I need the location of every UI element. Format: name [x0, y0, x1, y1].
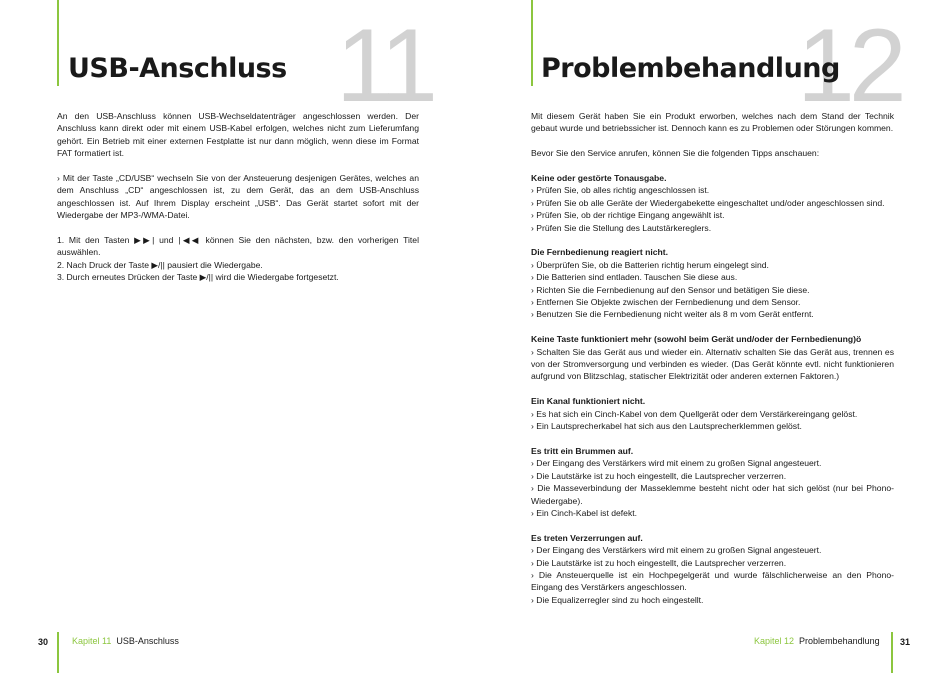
trouble-heading-5: Es tritt ein Brummen auf.: [531, 445, 634, 456]
right-chapter-number: 12: [797, 8, 901, 124]
right-footer-chapter-label: Kapitel 12: [754, 636, 795, 646]
left-accent-line-top: [57, 0, 59, 86]
trouble-section-2: [531, 246, 894, 320]
left-page-number: 30: [38, 637, 49, 647]
left-step-1: 1. Mit den Tasten ▶▶| und |◀◀ können Sie den nächsten, bzw. den vorherigen Titel auswählen.: [57, 235, 419, 258]
left-chapter-number: 11: [336, 8, 432, 124]
right-accent-line-top: [531, 0, 533, 86]
left-page-title: USB-Anschluss: [68, 53, 287, 84]
left-step-2: 2. Nach Druck der Taste ▶/|| pausiert die Wiedergabe.: [57, 259, 263, 270]
trouble-heading-1: Keine oder gestörte Tonausgabe.: [531, 173, 667, 183]
right-footer-chapter-title: Problembehandlung: [799, 636, 880, 646]
trouble-heading-2: Die Fernbedienung reagiert nicht.: [531, 247, 669, 258]
trouble-item: › Ein Cinch-Kabel ist defekt.: [531, 507, 638, 518]
left-footer-chapter: [72, 636, 179, 646]
trouble-item: › Überprüfen Sie, ob die Batterien richtig herum eingelegt sind.: [531, 259, 769, 270]
right-tips-intro: Bevor Sie den Service anrufen, können Sie die folgenden Tipps anschauen:: [531, 148, 820, 159]
trouble-item: › Die Lautstärke ist zu hoch eingestellt, die Lautsprecher verzerren.: [531, 470, 787, 481]
left-footer-chapter-label: Kapitel 11: [72, 636, 112, 646]
trouble-item: › Prüfen Sie, ob der richtige Eingang angewählt ist.: [531, 210, 725, 221]
trouble-section-1: [531, 172, 894, 234]
trouble-section-3: [531, 333, 894, 383]
left-body: [57, 110, 419, 284]
right-footer-chapter: [754, 636, 880, 646]
trouble-item: › Die Lautstärke ist zu hoch eingestellt, die Lautsprecher verzerren.: [531, 557, 787, 568]
left-accent-line-bottom: [57, 632, 59, 673]
trouble-section-6: [531, 532, 894, 606]
trouble-heading-4: Ein Kanal funktioniert nicht.: [531, 396, 646, 407]
trouble-item: › Benutzen Sie die Fernbedienung nicht weiter als 8 m vom Gerät entfernt.: [531, 309, 814, 320]
trouble-heading-3: Keine Taste funktioniert mehr (sowohl beim Gerät und/oder der Fernbedienung)ö: [531, 334, 862, 345]
left-step-3: 3. Durch erneutes Drücken der Taste ▶/|| wird die Wiedergabe fortgesetzt.: [57, 272, 339, 283]
right-accent-line-bottom: [891, 632, 893, 673]
trouble-item: › Die Batterien sind entladen. Tauschen Sie diese aus.: [531, 272, 738, 283]
trouble-heading-6: Es treten Verzerrungen auf.: [531, 532, 643, 543]
trouble-item: › Prüfen Sie die Stellung des Lautstärkereglers.: [531, 222, 712, 233]
left-paragraph-1: An den USB-Anschluss können USB-Wechseldatenträger angeschlossen werden. Der Anschluss kann direkt oder mit einem USB-Kabel erfolgen, welches nicht zum Lieferumfang gehört. Ein Betrieb mit einer externen Festplatte ist nur dann möglich, wenn diese im Format FAT formatiert ist.: [57, 111, 419, 159]
left-steps-list: [57, 234, 419, 284]
trouble-item: › Entfernen Sie Objekte zwischen der Fernbedienung und dem Sensor.: [531, 297, 801, 308]
trouble-item: › Die Ansteuerquelle ist ein Hochpegelgerät und wurde fälschlicherweise an den Phono-Eingang des Verstärkers angeschlossen.: [531, 569, 894, 593]
right-body: [531, 110, 894, 606]
trouble-section-4: [531, 395, 894, 432]
left-footer-chapter-title: USB-Anschluss: [116, 636, 179, 646]
trouble-item: › Es hat sich ein Cinch-Kabel von dem Quellgerät oder dem Verstärkereingang gelöst.: [531, 408, 858, 419]
right-page-title: Problembehandlung: [541, 53, 840, 84]
trouble-item: › Die Equalizerregler sind zu hoch eingestellt.: [531, 594, 704, 605]
trouble-item: › Schalten Sie das Gerät aus und wieder ein. Alternativ schalten Sie das Gerät aus, trennen es von der Stromversorgung und verbinden es wieder. (Das Gerät könnte evtl. nicht funktionieren aufgrund von Blitzschlag, statischer Elektrizität oder anderen externen Faktoren.): [531, 346, 894, 382]
trouble-item: › Der Eingang des Verstärkers wird mit einem zu großen Signal angesteuert.: [531, 545, 822, 556]
right-intro: Mit diesem Gerät haben Sie ein Produkt erworben, welches nach dem Stand der Technik gebaut wurde und betriebssicher ist. Dennoch kann es zu Problemen oder Störungen kommen.: [531, 111, 894, 134]
trouble-item: › Richten Sie die Fernbedienung auf den Sensor und betätigen Sie diese.: [531, 284, 810, 295]
trouble-item: › Der Eingang des Verstärkers wird mit einem zu großen Signal angesteuert.: [531, 458, 822, 469]
trouble-item: › Ein Lautsprecherkabel hat sich aus den Lautsprecherklemmen gelöst.: [531, 421, 802, 432]
trouble-item: › Prüfen Sie ob alle Geräte der Wiedergabekette eingeschaltet und/oder angeschlossen sind.: [531, 197, 885, 208]
trouble-item: › Prüfen Sie, ob alles richtig angeschlossen ist.: [531, 185, 710, 196]
right-page: [475, 0, 950, 673]
left-paragraph-2: › Mit der Taste „CD/USB“ wechseln Sie von der Ansteuerung desjenigen Gerätes, welches an dem Anschluss „CD“ angeschlossen ist, zu dem Gerät, das an dem USB-Anschluss angeschlossen ist. Auf Ihrem Display erscheint „USB“. Das Gerät startet sofort mit der Wiedergabe der MP3-/WMA-Datei.: [57, 173, 419, 221]
trouble-item: › Die Masseverbindung der Masseklemme besteht nicht oder hat sich gelöst (nur bei Phono-Wiedergabe).: [531, 483, 894, 506]
right-page-number: 31: [900, 637, 911, 647]
trouble-section-5: [531, 445, 894, 519]
